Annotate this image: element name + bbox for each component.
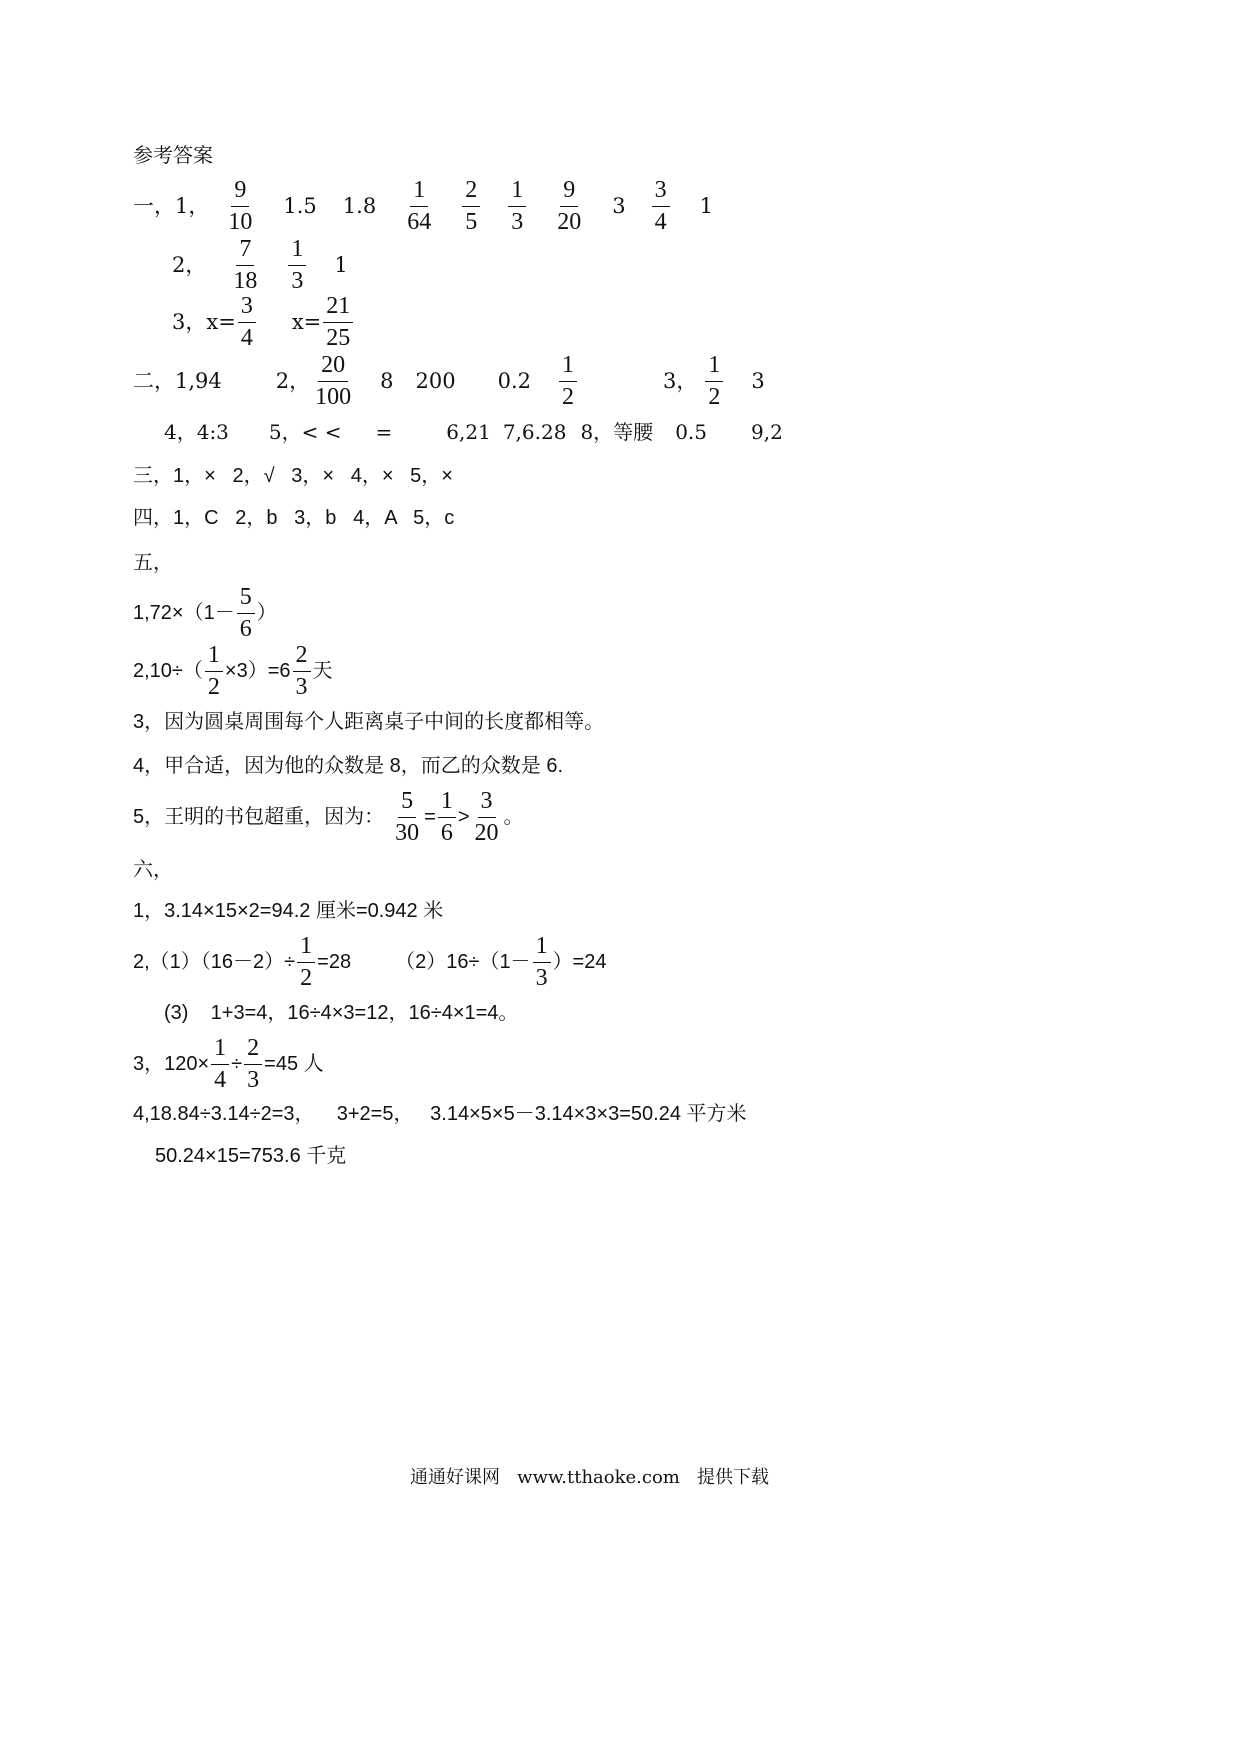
section-heading-6: 六， [133, 859, 173, 881]
answer-line-1-2: 2， $\frac{7}{18}$ $\frac{1}{3}$ 1 [172, 236, 348, 294]
answer-line-2-1: 二，1,94 2， $\frac{20}{100}$ 8 200 0.2 $\frac{1}{2}$ 3， $\frac{1}{2}$ 3 [133, 352, 765, 410]
fraction: $\frac{1}{2}$ [205, 642, 223, 700]
answer-6-2b: (3) 1+3=4，16÷4×3=12，16÷4×1=4。 [164, 1002, 519, 1024]
fraction: $\frac{1}{2}$ [705, 352, 723, 410]
answer-line-1-1: 一，1， $\frac{9}{10}$ 1.5 1.8 $\frac{1}{64}$ $\frac{2}{5}$ $\frac{1}{3}$ $\frac{9}{20}$ 3 $\frac{3}{4}$ 1 [133, 177, 713, 235]
fraction: $\frac{5}{6}$ [237, 584, 255, 642]
answer-5-2: 2,10÷（ $\frac{1}{2}$ ×3）=6 $\frac{2}{3}$ 天 [133, 642, 333, 700]
fraction: $\frac{2}{5}$ [462, 177, 480, 235]
fraction: $\frac{1}{64}$ [407, 177, 432, 235]
fraction: $\frac{1}{2}$ [297, 933, 315, 991]
answer-5-3: 3，因为圆桌周围每个人距离桌子中间的长度都相等。 [133, 711, 605, 733]
answer-6-4: 4,18.84÷3.14÷2=3， 3+2=5， 3.14×5×5－3.14×3×3=50.24 平方米 [133, 1103, 747, 1125]
answer-line-3: 三，1，× 2，√ 3，× 4，× 5，× [133, 465, 453, 487]
fraction: $\frac{3}{4}$ [652, 177, 670, 235]
answer-5-1: 1,72×（1－ $\frac{5}{6}$ ） [133, 584, 277, 642]
answer-6-1: 1，3.14×15×2=94.2 厘米=0.942 米 [133, 900, 444, 922]
answer-6-3: 3，120× $\frac{1}{4}$ ÷ $\frac{2}{3}$ =45 人 [133, 1035, 324, 1093]
fraction: $\frac{3}{20}$ [474, 788, 499, 846]
fraction: $\frac{9}{10}$ [228, 177, 253, 235]
answer-6-4b: 50.24×15=753.6 千克 [155, 1145, 347, 1167]
fraction: $\frac{1}{4}$ [211, 1035, 229, 1093]
page-title: 参考答案 [133, 143, 213, 167]
fraction: $\frac{9}{20}$ [557, 177, 582, 235]
answer-6-2: 2,（1）（16－2）÷ $\frac{1}{2}$ =28 （2）16÷（1－ $\frac{1}{3}$ ）=24 [133, 933, 607, 991]
fraction: $\frac{20}{100}$ [315, 352, 352, 410]
fraction: $\frac{2}{3}$ [244, 1035, 262, 1093]
answer-5-5: 5，王明的书包超重，因为： $\frac{5}{30}$ = $\frac{1}{6}$ > $\frac{3}{20}$ 。 [133, 788, 524, 846]
fraction: $\frac{1}{3}$ [533, 933, 551, 991]
fraction: $\frac{1}{6}$ [438, 788, 456, 846]
answer-line-1-3: 3，x= $\frac{3}{4}$ x= $\frac{21}{25}$ [172, 295, 355, 349]
fraction: $\frac{1}{3}$ [508, 177, 526, 235]
fraction: $\frac{21}{25}$ [323, 293, 353, 351]
page-footer: 通通好课网 www.tthaoke.com 提供下载 [410, 1467, 770, 1488]
fraction: $\frac{1}{3}$ [288, 236, 306, 294]
fraction: $\frac{1}{2}$ [559, 352, 577, 410]
fraction: $\frac{7}{18}$ [233, 236, 258, 294]
section-heading-5: 五， [133, 552, 173, 574]
fraction: $\frac{3}{4}$ [238, 293, 256, 351]
answer-line-4: 四，1，C 2，b 3，b 4，A 5，c [133, 507, 455, 529]
answer-line-2-2: 4，4:3 5，< < = 6,21 7,6.28 8，等腰 0.5 9,2 [164, 420, 783, 444]
fraction: $\frac{2}{3}$ [293, 642, 311, 700]
fraction: $\frac{5}{30}$ [395, 788, 420, 846]
answer-5-4: 4，甲合适，因为他的众数是 8，而乙的众数是 6. [133, 755, 564, 777]
